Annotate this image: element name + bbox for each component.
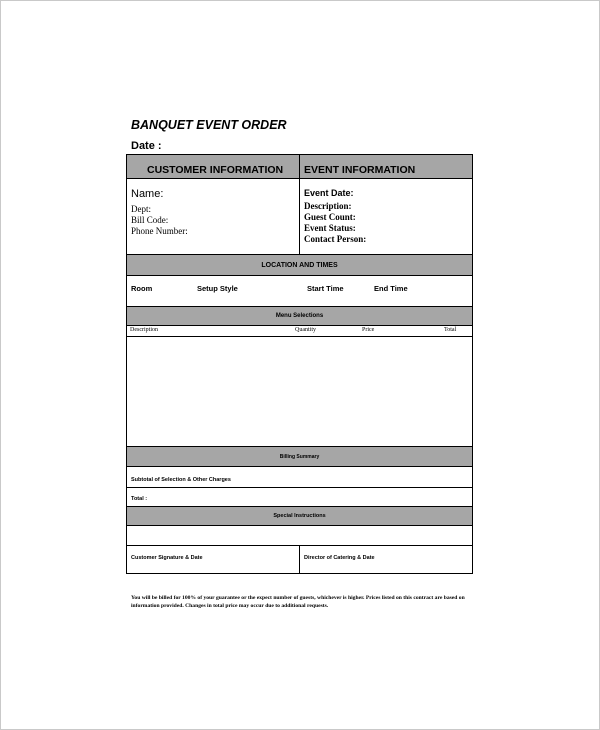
billing-terms-note: You will be billed for 100% of your guarantee or the expect number of guests, whichever is higher. Prices listed on this contract are based on information provided. Changes in total price may occur due to additional requests. <box>131 595 465 609</box>
document-title: BANQUET EVENT ORDER <box>131 118 287 132</box>
menu-selections-header: Menu Selections <box>127 306 472 326</box>
customer-name-label: Name: <box>131 188 164 200</box>
subtotal-label: Subtotal of Selection & Other Charges <box>131 477 231 483</box>
menu-col-total: Total <box>444 327 457 333</box>
menu-col-description: Description <box>130 327 158 333</box>
menu-col-price: Price <box>362 327 375 333</box>
event-date-label: Event Date: <box>304 188 354 198</box>
dept-label: Dept: <box>131 204 151 214</box>
event-status-label: Event Status: <box>304 223 356 233</box>
event-info-header: EVENT INFORMATION <box>304 164 416 176</box>
date-label: Date : <box>131 140 162 152</box>
description-label: Description: <box>304 201 352 211</box>
total-label: Total : <box>131 496 148 502</box>
menu-col-quantity: Quantity <box>295 327 316 333</box>
menu-columns-divider <box>127 336 472 337</box>
phone-number-label: Phone Number: <box>131 226 188 236</box>
guest-count-label: Guest Count: <box>304 212 356 222</box>
customer-signature-label: Customer Signature & Date <box>131 555 203 561</box>
banquet-form <box>126 154 473 574</box>
signature-divider <box>299 545 300 574</box>
start-time-label: Start Time <box>307 284 344 293</box>
room-label: Room <box>131 284 153 293</box>
info-column-divider <box>299 155 300 254</box>
director-signature-label: Director of Catering & Date <box>304 555 375 561</box>
billing-summary-header: Billing Summary <box>127 446 472 467</box>
contact-person-label: Contact Person: <box>304 234 367 244</box>
customer-info-header: CUSTOMER INFORMATION <box>147 164 284 176</box>
bill-code-label: Bill Code: <box>131 215 169 225</box>
special-instructions-header: Special Instructions <box>127 506 472 526</box>
subtotal-divider <box>127 487 472 488</box>
end-time-label: End Time <box>374 284 408 293</box>
setup-style-label: Setup Style <box>197 284 238 293</box>
location-header: LOCATION AND TIMES <box>127 254 472 276</box>
